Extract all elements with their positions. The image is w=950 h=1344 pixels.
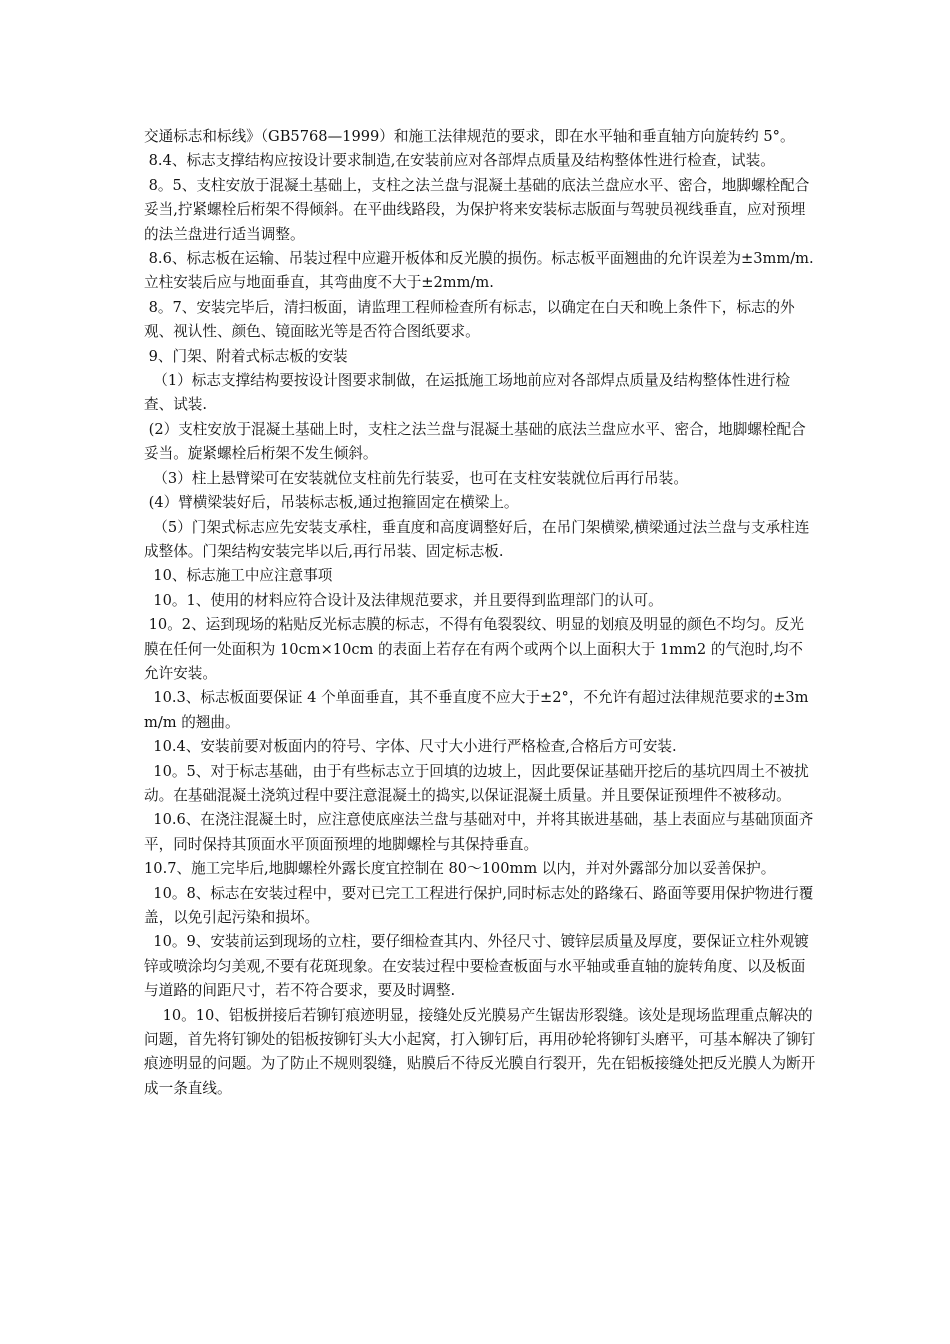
- paragraph: (2）支柱安放于混凝土基础上时，支柱之法兰盘与混凝土基础的底法兰盘应水平、密合，地脚螺栓配合妥当。旋紧螺栓后桁架不发生倾斜。: [144, 420, 806, 463]
- paragraph: 10。8、标志在安装过程中，要对已完工工程进行保护,同时标志处的路缘石、路面等要用保护物进行覆盖，以免引起污染和损坏。: [144, 884, 814, 926]
- paragraph: 10。10、铝板拼接后若铆钉痕迹明显，接缝处反光膜易产生锯齿形裂缝。该处是现场监理重点解决的问题，首先将钉铆处的铝板按铆钉头大小起窝，打入铆钉后，再用砂轮将铆钉头磨平，可基本解决了铆钉痕迹明显的问题。为了防止不规则裂缝，贴膜后不待反光膜自行裂开，先在铝板接缝处把反光膜人为断开成一条直线。: [144, 1006, 816, 1097]
- paragraph: （1）标志支撑结构要按设计图要求制做，在运抵施工场地前应对各部焊点质量及结构整体性进行检查、试装.: [144, 372, 791, 414]
- paragraph: 10.4、安装前要对板面内的符号、字体、尺寸大小进行严格检查,合格后方可安装.: [144, 738, 677, 756]
- paragraph: 10.6、在浇注混凝土时，应注意使底座法兰盘与基础对中，并将其嵌进基础，基上表面应与基础顶面齐平，同时保持其顶面水平顶面预埋的地脚螺栓与其保持垂直。: [144, 811, 814, 853]
- paragraph: 8.6、标志板在运输、吊装过程中应避开板体和反光膜的损伤。标志板平面翘曲的允许误差为±3mm/m.立柱安装后应与地面垂直，其弯曲度不大于±2mm/m.: [144, 250, 814, 292]
- paragraph: 8。5、支柱安放于混凝土基础上，支柱之法兰盘与混凝土基础的底法兰盘应水平、密合，地脚螺栓配合妥当,拧紧螺栓后桁架不得倾斜。在平曲线路段，为保护将来安装标志版面与驾驶员视线垂直，应对预埋的法兰盘进行适当调整。: [144, 176, 810, 243]
- paragraph: 10.7、施工完毕后,地脚螺栓外露长度宜控制在 80～100mm 以内，并对外露部分加以妥善保护。: [144, 860, 776, 878]
- section-heading: 10、标志施工中应注意事项: [144, 567, 333, 585]
- paragraph: 10。2、运到现场的粘贴反光标志膜的标志，不得有龟裂裂纹、明显的划痕及明显的颜色不均匀。反光膜在任何一处面积为 10cm×10cm 的表面上若存在有两个或两个以上面积大于 1mm2 的气泡时,均不允许安装。: [144, 616, 805, 682]
- section-heading: 9、门架、附着式标志板的安装: [144, 347, 348, 365]
- paragraph: 10。5、对于标志基础，由于有些标志立于回填的边坡上，因此要保证基础开挖后的基坑四周土不被扰动。在基础混凝土浇筑过程中要注意混凝土的捣实,以保证混凝土质量。并且要保证预埋件不被移动。: [144, 762, 809, 804]
- paragraph: 交通标志和标线》（GB5768—1999）和施工法律规范的要求，即在水平轴和垂直轴方向旋转约 5°。: [144, 128, 795, 145]
- paragraph: 10。1、使用的材料应符合设计及法律规范要求，并且要得到监理部门的认可。: [144, 591, 663, 609]
- paragraph: （3）柱上悬臂梁可在安装就位支柱前先行装妥，也可在支柱安装就位后再行吊装。: [144, 469, 688, 487]
- paragraph: 10。9、安装前运到现场的立柱，要仔细检查其内、外径尺寸、镀锌层质量及厚度，要保证立柱外观镀锌或喷涂均匀美观,不要有花斑现象。在安装过程中要检查板面与水平轴或垂直轴的旋转角度、以及板面与道路的间距尺寸，若不符合要求，要及时调整.: [144, 933, 809, 1000]
- document-body: [144, 125, 816, 1101]
- paragraph: (4）臂横梁装好后，吊装标志板,通过抱箍固定在横梁上。: [144, 494, 519, 512]
- paragraph: 10.3、标志板面要保证 4 个单面垂直，其不垂直度不应大于±2°，不允许有超过法律规范要求的±3mm/m 的翘曲。: [144, 689, 809, 731]
- paragraph: （5）门架式标志应先安装支承柱，垂直度和高度调整好后，在吊门架横梁,横梁通过法兰盘与支承柱连成整体。门架结构安装完毕以后,再行吊装、固定标志板.: [144, 518, 810, 560]
- paragraph: 8。7、安装完毕后，清扫板面，请监理工程师检查所有标志，以确定在白天和晚上条件下，标志的外观、视认性、颜色、镜面眩光等是否符合图纸要求。: [144, 298, 795, 341]
- paragraph: 8.4、标志支撑结构应按设计要求制造,在安装前应对各部焊点质量及结构整体性进行检查，试装。: [144, 152, 775, 170]
